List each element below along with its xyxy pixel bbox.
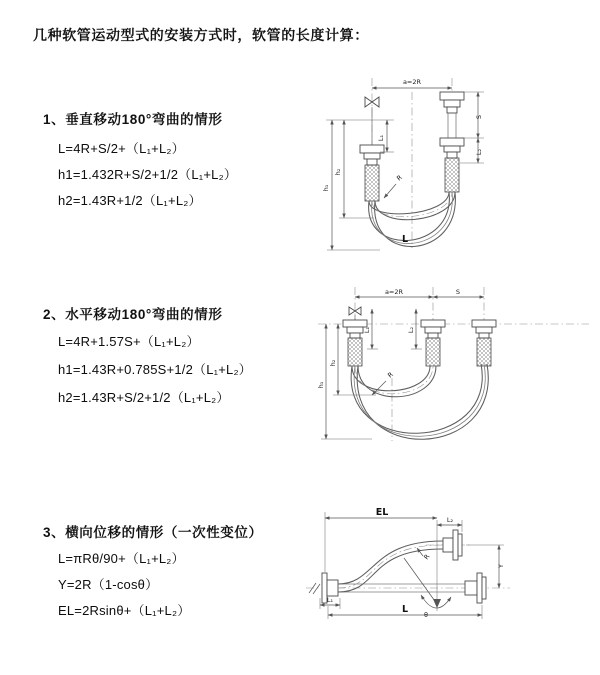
angle-vertex-mark	[433, 599, 441, 608]
h1-label: h₁	[322, 184, 330, 192]
dim-a2r	[355, 288, 484, 297]
l2-label: L₂	[407, 326, 415, 334]
diagram-lateral-displacement	[300, 498, 598, 650]
centerlines	[372, 78, 452, 248]
section-3-formula-EL: EL=2Rsinθ+（L₁+L₂）	[58, 603, 191, 618]
dim-el	[325, 507, 437, 572]
radius-callout	[384, 173, 404, 198]
section-2-heading: 2、水平移动180°弯曲的情形	[43, 307, 223, 322]
section-3-heading: 3、横向位移的情形（一次性变位）	[43, 525, 263, 540]
s-label: S	[475, 114, 483, 120]
break-mark	[309, 583, 320, 594]
pipe-fitting-middle	[421, 320, 445, 366]
section-1-formula-h1: h1=1.432R+S/2+1/2（L₁+L₂）	[58, 167, 238, 182]
length-label: L	[401, 604, 409, 615]
dim-l	[328, 604, 482, 619]
dims-left	[322, 120, 394, 250]
r-label: R	[395, 173, 404, 183]
angle-construction	[401, 520, 451, 619]
h2-label: h₂	[334, 168, 342, 176]
y-label: Y	[497, 564, 505, 568]
left-pipe-fitting	[360, 145, 384, 201]
diagram-vertical-180-bend	[310, 72, 595, 262]
small-dims	[363, 309, 422, 349]
r-label: R	[422, 552, 432, 562]
braided-hose-section	[445, 158, 459, 192]
page-title: 几种软管运动型式的安装方式时，软管的长度计算：	[33, 27, 369, 43]
section-1-heading: 1、垂直移动180°弯曲的情形	[43, 112, 223, 127]
right-pipe-fitting	[440, 92, 464, 192]
s-label: S	[455, 288, 461, 296]
l1-label: L₁	[377, 134, 385, 142]
section-2-formula-h2: h2=1.43R+S/2+1/2（L₁+L₂）	[58, 390, 230, 405]
section-2-formula-L: L=4R+1.57S+（L₁+L₂）	[58, 334, 200, 349]
l2-label: L₂	[475, 148, 483, 156]
dims-left	[317, 324, 376, 439]
a2r-label: a=2R	[402, 78, 422, 86]
section-1-formula-h2: h2=1.43R+1/2（L₁+L₂）	[58, 193, 202, 208]
dims-right	[460, 92, 484, 163]
el-label: EL	[375, 507, 389, 518]
section-1-formula-L: L=4R+S/2+（L₁+L₂）	[58, 141, 185, 156]
theta-label: θ	[424, 611, 428, 619]
section-2-formula-h1: h1=1.43R+0.785S+1/2（L₁+L₂）	[58, 362, 252, 377]
braided-hose-section	[365, 165, 379, 201]
right-flange	[465, 573, 486, 603]
upper-flange	[443, 530, 462, 560]
l1-label: L₁	[326, 596, 334, 604]
pipe-fitting-right	[472, 320, 496, 366]
l2-label: L₂	[446, 516, 454, 524]
section-3-formula-L: L=πRθ/90+（L₁+L₂）	[58, 551, 185, 566]
h1-label: h₁	[317, 381, 325, 389]
dim-a2r	[372, 78, 452, 88]
diagram-horizontal-180-bend	[312, 283, 595, 463]
l1-label: L₁	[363, 326, 371, 334]
length-label: L	[401, 234, 409, 245]
r-label: R	[386, 370, 395, 380]
h2-label: h₂	[329, 359, 337, 367]
section-3-formula-Y: Y=2R（1-cosθ）	[58, 577, 159, 592]
radius-callout	[372, 370, 395, 395]
hose-curves	[351, 364, 488, 439]
a2r-label: a=2R	[384, 288, 404, 296]
